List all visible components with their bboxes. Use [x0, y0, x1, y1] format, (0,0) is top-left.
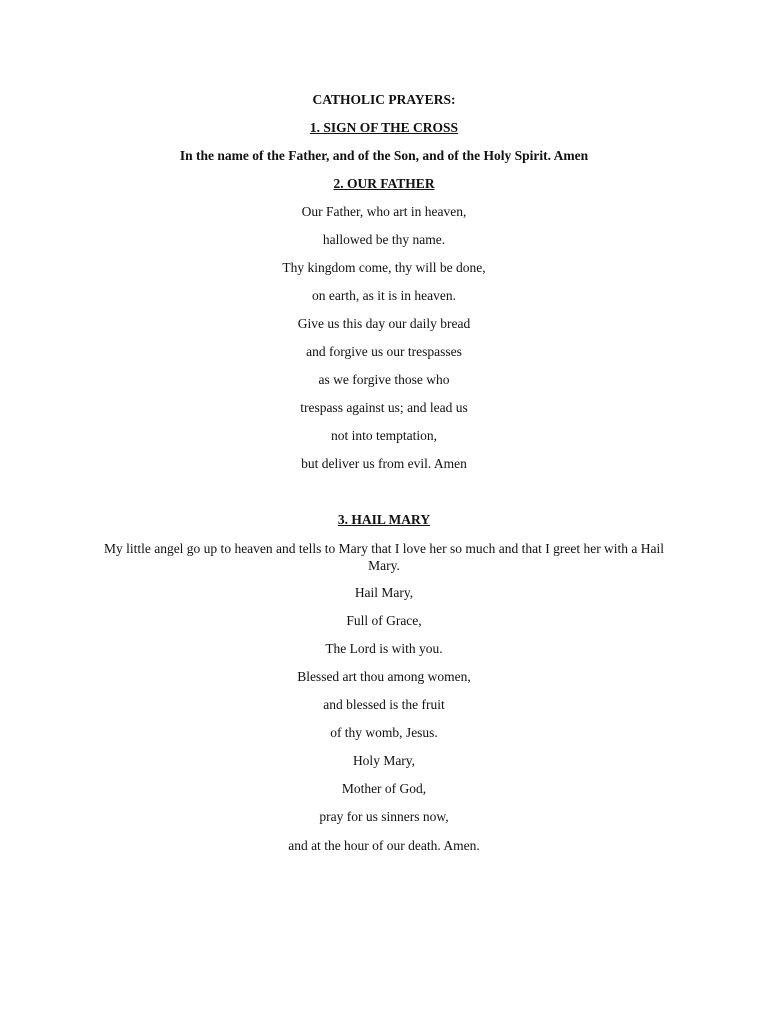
prayer-line: Mother of God,: [341, 781, 427, 796]
prayer-line: on earth, as it is in heaven.: [312, 288, 456, 303]
prayer-line: Thy kingdom come, thy will be done,: [282, 260, 486, 275]
section-heading-hail-mary: 3. HAIL MARY: [337, 512, 431, 527]
prayer-line: as we forgive those who: [318, 372, 450, 387]
prayer-line: Give us this day our daily bread: [297, 316, 471, 331]
prayer-line: not into temptation,: [330, 428, 438, 443]
prayer-line: and at the hour of our death. Amen.: [288, 838, 480, 853]
prayer-line: pray for us sinners now,: [319, 809, 449, 824]
document-title: CATHOLIC PRAYERS:: [312, 92, 456, 107]
prayer-line: Hail Mary,: [354, 585, 414, 600]
sign-of-the-cross-text: In the name of the Father, and of the Son, and of the Holy Spirit. Amen: [179, 148, 589, 163]
prayer-line: Holy Mary,: [352, 753, 416, 768]
prayer-line: Blessed art thou among women,: [297, 669, 471, 684]
prayer-line: Full of Grace,: [346, 613, 422, 628]
prayer-line: The Lord is with you.: [325, 641, 443, 656]
section-heading-sign-of-the-cross: 1. SIGN OF THE CROSS: [309, 120, 459, 135]
prayer-line: of thy womb, Jesus.: [330, 725, 438, 740]
section-heading-our-father: 2. OUR FATHER: [333, 176, 435, 191]
prayer-line: trespass against us; and lead us: [300, 400, 468, 415]
prayer-line: hallowed be thy name.: [322, 232, 446, 247]
prayer-line: but deliver us from evil. Amen: [301, 456, 467, 471]
hail-mary-intro: My little angel go up to heaven and tells to Mary that I love her so much and that I greet her with a Hail Mary.: [103, 541, 665, 573]
prayer-line: and blessed is the fruit: [323, 697, 445, 712]
prayer-line: and forgive us our trespasses: [306, 344, 462, 359]
prayer-line: Our Father, who art in heaven,: [301, 204, 467, 219]
